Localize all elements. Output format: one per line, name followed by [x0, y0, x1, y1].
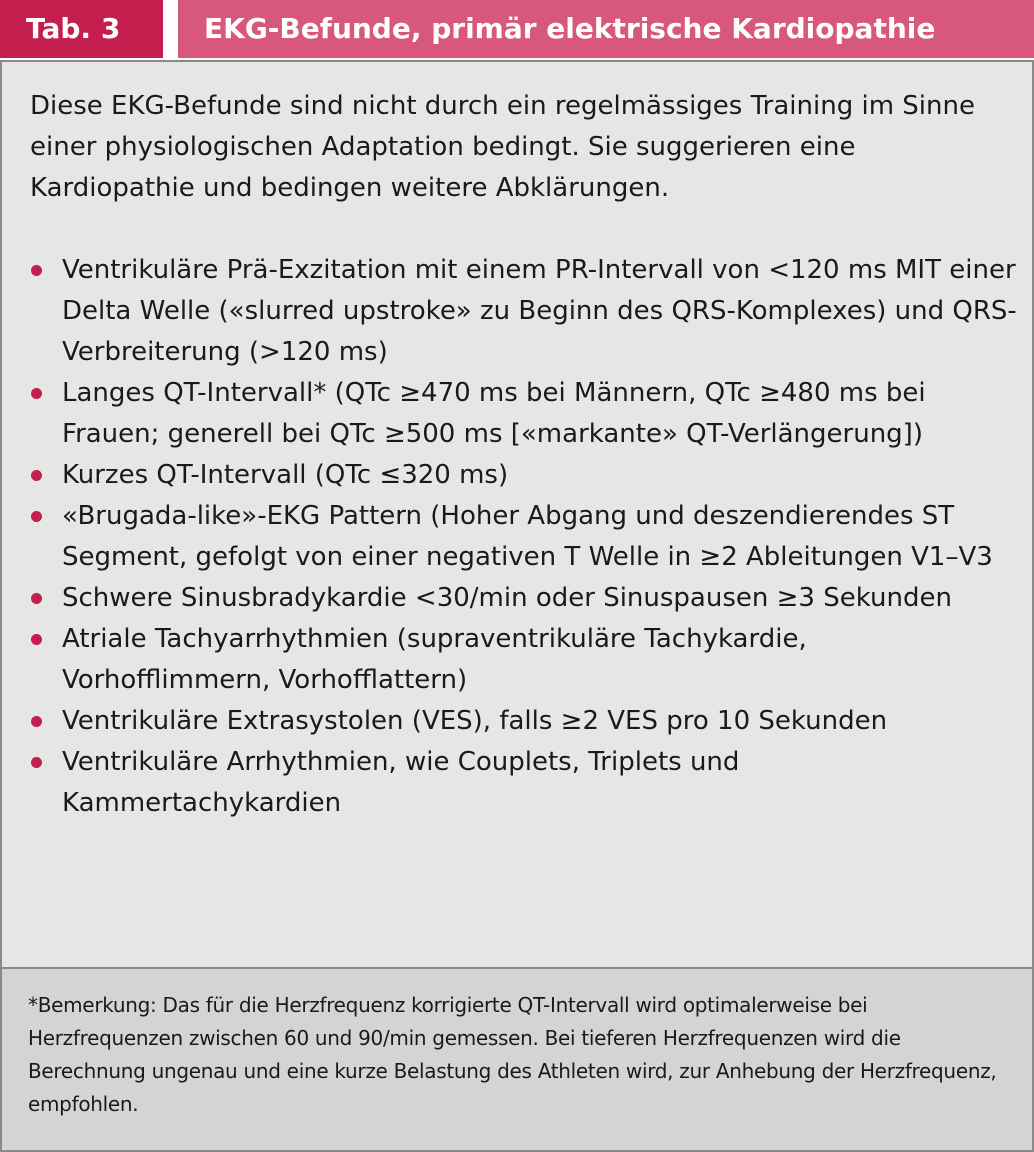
- finding-text: Ventrikuläre Prä-Exzitation mit einem PR-Intervall von <120 ms MIT einer Delta Welle («slurred upstroke» zu Beginn des QRS-Komplexes) und QRS-Verbreiterung (>120 ms): [62, 255, 1017, 367]
- bullet-icon: [31, 593, 42, 604]
- bullet-icon: [31, 265, 42, 276]
- bullet-icon: [31, 634, 42, 645]
- footnote-box: [0, 967, 1034, 1152]
- finding-item: [2, 496, 1032, 578]
- finding-item: [2, 742, 1032, 824]
- findings-list: [2, 250, 1032, 824]
- finding-item: [2, 373, 1032, 455]
- bullet-icon: [31, 388, 42, 399]
- table-header: [0, 0, 1034, 60]
- finding-item: [2, 619, 1032, 701]
- table-content: [0, 60, 1034, 967]
- finding-text: Schwere Sinusbradykardie <30/min oder Sinuspausen ≥3 Sekunden: [62, 583, 952, 613]
- finding-item: [2, 250, 1032, 373]
- finding-item: [2, 578, 1032, 619]
- bullet-icon: [31, 511, 42, 522]
- finding-text: Kurzes QT-Intervall (QTc ≤320 ms): [62, 460, 509, 490]
- finding-text: Ventrikuläre Arrhythmien, wie Couplets, Triplets und Kammertachykardien: [62, 747, 740, 818]
- bullet-icon: [31, 757, 42, 768]
- finding-item: [2, 701, 1032, 742]
- footnote-text: *Bemerkung: Das für die Herzfrequenz korrigierte QT-Intervall wird optimalerweise bei Herzfrequenzen zwischen 60 und 90/min gemessen. Bei tieferen Herzfrequenzen wird die Berechnung ungenau und eine kurze Belastung des Athleten wird, zur Anhebung der Herzfrequenz, empfohlen.: [28, 993, 997, 1116]
- bullet-icon: [31, 716, 42, 727]
- finding-text: Ventrikuläre Extrasystolen (VES), falls ≥2 VES pro 10 Sekunden: [62, 706, 888, 736]
- intro-text: Diese EKG-Befunde sind nicht durch ein regelmässiges Training im Sinne einer physiologischen Adaptation bedingt. Sie suggerieren eine Kardiopathie und bedingen weitere Abklärungen.: [30, 91, 975, 203]
- finding-text: «Brugada-like»-EKG Pattern (Hoher Abgang und deszendierendes ST Segment, gefolgt von einer negativen T Welle in ≥2 Ableitungen V1–V3: [62, 501, 993, 572]
- finding-text: Langes QT-Intervall* (QTc ≥470 ms bei Männern, QTc ≥480 ms bei Frauen; generell bei QTc ≥500 ms [«markante» QT-Verlängerung]): [62, 378, 926, 449]
- table-number-label: Tab. 3: [0, 0, 163, 58]
- finding-item: [2, 455, 1032, 496]
- finding-text: Atriale Tachyarrhythmien (supraventrikuläre Tachykardie, Vorhofflimmern, Vorhofflattern): [62, 624, 807, 695]
- bullet-icon: [31, 470, 42, 481]
- table-title: EKG-Befunde, primär elektrische Kardiopathie: [178, 0, 1034, 58]
